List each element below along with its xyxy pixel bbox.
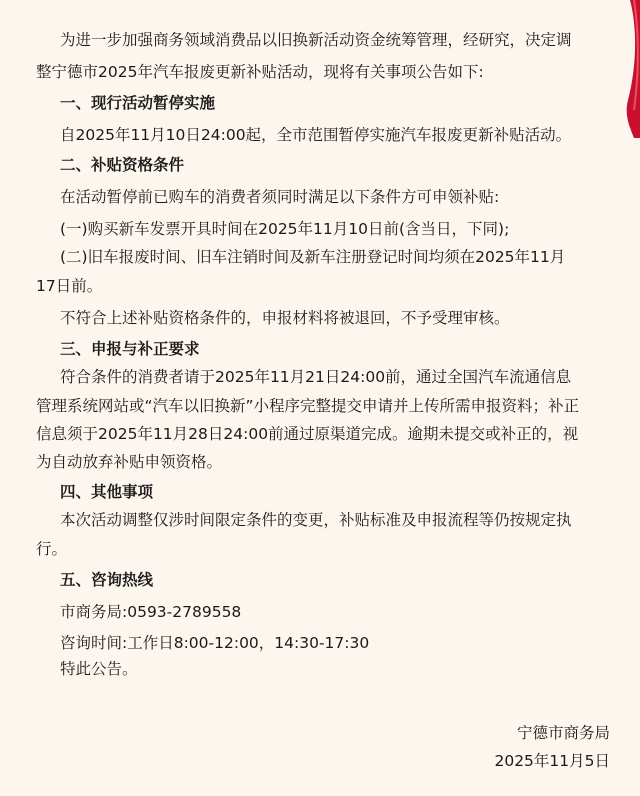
body-line: 符合条件的消费者请于2025年11月21日24:00前，通过全国汽车流通信息 — [60, 368, 572, 386]
body-line: 本次活动调整仅涉时间限定条件的变更，补贴标准及申报流程等仍按规定执 — [60, 511, 572, 529]
body-line: 在活动暂停前已购车的消费者须同时满足以下条件方可申领补贴: — [60, 188, 500, 206]
body-line: 自2025年11月10日24:00起，全市范围暂停实施汽车报废更新补贴活动。 — [60, 126, 572, 144]
signature-date: 2025年11月5日 — [494, 752, 610, 770]
section-heading: 二、补贴资格条件 — [60, 156, 185, 174]
body-line: 管理系统网站或“汽车以旧换新”小程序完整提交申请并上传所需申报资料；补正 — [36, 397, 580, 415]
body-line: (二)旧车报废时间、旧车注销时间及新车注册登记时间均须在2025年11月 — [60, 248, 566, 266]
body-line: 行。 — [36, 540, 68, 558]
intro-line: 整宁德市2025年汽车报废更新补贴活动，现将有关事项公告如下: — [36, 63, 484, 81]
signature-org: 宁德市商务局 — [516, 724, 610, 742]
section-heading: 三、申报与补正要求 — [60, 340, 200, 358]
body-line: (一)购买新车发票开具时间在2025年11月10日前(含当日，下同); — [60, 220, 510, 238]
body-line: 信息须于2025年11月28日24:00前通过原渠道完成。逾期未提交或补正的，视 — [36, 425, 579, 443]
closing-line: 特此公告。 — [60, 660, 138, 678]
section-heading: 四、其他事项 — [60, 483, 154, 501]
body-line: 17日前。 — [36, 277, 103, 295]
section-heading: 一、现行活动暂停实施 — [60, 94, 216, 112]
section-heading: 五、咨询热线 — [60, 571, 154, 589]
intro-line: 为进一步加强商务领域消费品以旧换新活动资金统筹管理，经研究，决定调 — [60, 31, 572, 49]
hotline-phone: 市商务局:0593-2789558 — [60, 603, 242, 621]
hotline-hours: 咨询时间:工作日8:00-12:00，14:30-17:30 — [60, 634, 370, 652]
red-ribbon-decoration — [600, 0, 640, 140]
body-line: 不符合上述补贴资格条件的，申报材料将被退回，不予受理审核。 — [60, 309, 510, 327]
body-line: 为自动放弃补贴申领资格。 — [36, 453, 223, 471]
